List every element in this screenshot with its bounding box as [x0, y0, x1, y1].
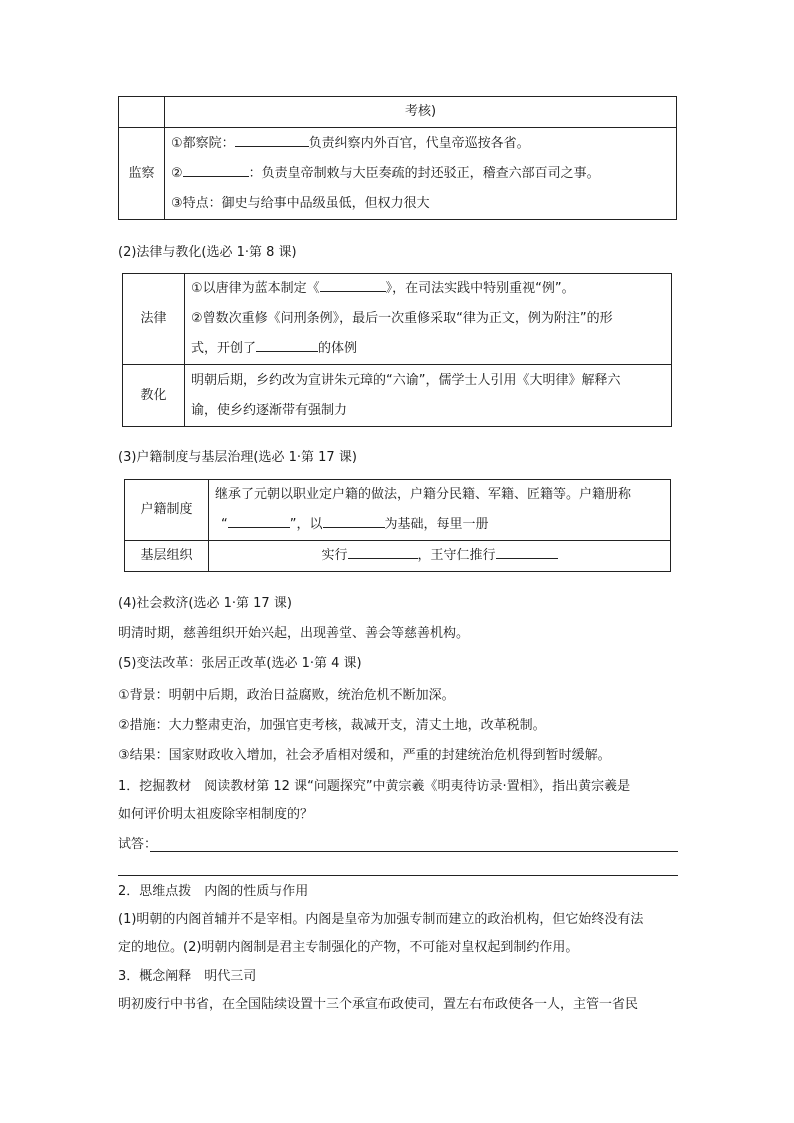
section-heading-law: (2)法律与教化(选必 1·第 8 课)	[118, 245, 297, 260]
item3-line-1: 明初废行中书省，在全国陆续设置十三个承宣布政使司，置左右布政使各一人，主管一省民	[118, 997, 639, 1012]
section-heading-relief: (4)社会救济(选必 1·第 17 课)	[118, 596, 292, 611]
supervision-line-1	[171, 129, 670, 159]
law-line-2: ②曾数次重修《问刑条例》，最后一次重修采取“律为正文，例为附注”的形	[191, 311, 613, 326]
item1-question-line-1: 1．挖掘教材 阅读教材第 12 课“问题探究”中黄宗羲《明夷待访录·置相》，指出黄宗羲是	[118, 779, 631, 794]
text-span: ②	[171, 165, 183, 181]
table-row	[125, 541, 671, 572]
text-span: ①以唐律为蓝本制定《	[191, 281, 320, 296]
item2-heading: 2．思维点拨 内阁的性质与作用	[118, 884, 309, 899]
law-line-1	[191, 274, 665, 304]
table-row	[119, 128, 677, 220]
reform-measures: ②措施：大力整肃吏治，加强官吏考核，裁减开支，清丈土地，改革税制。	[118, 718, 546, 733]
item2-line-2: 定的地位。(2)明朝内阁制是君主专制强化的产物，不可能对皇权起到制约作用。	[118, 940, 579, 955]
row-label-education: 教化	[123, 365, 185, 427]
supervision-line-3: ③特点：御史与给事中品级虽低，但权力很大	[171, 195, 430, 211]
section-heading-reform: (5)变法改革：张居正改革(选必 1·第 4 课)	[118, 656, 362, 671]
text-span: 负责纠察内外百官，代皇帝巡按各省。	[308, 135, 530, 151]
fill-blank[interactable]	[228, 512, 290, 528]
text-span: 为基础，每里一册	[384, 517, 489, 532]
row-label-law: 法律	[123, 274, 185, 365]
item3-heading: 3．概念阐释 明代三司	[118, 969, 257, 984]
item2-line-1: (1)明朝的内阁首辅并不是宰相。内阁是皇帝为加强专制而建立的政治机构，但它始终没有法	[118, 912, 644, 927]
table-row	[119, 97, 677, 128]
fill-blank[interactable]	[348, 543, 418, 559]
fill-blank[interactable]	[496, 543, 558, 559]
relief-text: 明清时期，慈善组织开始兴起，出现善堂、善会等慈善机构。	[118, 626, 470, 641]
table-household	[124, 479, 671, 572]
supervision-content	[165, 128, 677, 220]
text-span: 的体例	[318, 341, 358, 356]
table-cell-continued: 考核)	[165, 97, 677, 128]
table-cell-empty	[119, 97, 165, 128]
text-span: 》，在司法实践中特别重视“例”。	[385, 281, 575, 296]
law-content	[185, 274, 672, 365]
row-label-supervision: 监察	[119, 128, 165, 220]
fill-blank[interactable]	[256, 336, 318, 352]
supervision-line-2	[171, 159, 670, 189]
fill-blank[interactable]	[323, 512, 385, 528]
education-line-2: 谕，使乡约逐渐带有强制力	[191, 402, 348, 418]
grassroots-content	[209, 541, 671, 572]
fill-blank[interactable]	[320, 276, 386, 292]
household-line-1: 继承了元朝以职业定户籍的做法，户籍分民籍、军籍、匠籍等。户籍册称	[215, 487, 632, 502]
row-label-grassroots: 基层组织	[125, 541, 209, 572]
table-row	[125, 480, 671, 541]
text-span: ”，以	[289, 517, 323, 532]
text-span: ，王守仁推行	[417, 548, 496, 563]
table-row	[123, 274, 672, 365]
table-row	[123, 365, 672, 427]
law-line-3	[191, 334, 665, 364]
household-line-2	[215, 510, 664, 540]
table-law-education	[122, 273, 672, 427]
text-span: “	[221, 517, 228, 532]
item1-question-line-2: 如何评价明太祖废除宰相制度的？	[118, 807, 314, 822]
education-content	[185, 365, 672, 427]
table-supervision	[118, 96, 677, 220]
text-span: ①都察院：	[171, 135, 235, 151]
reform-background: ①背景：明朝中后期，政治日益腐败，统治危机不断加深。	[118, 688, 455, 703]
answer-line[interactable]	[150, 851, 678, 852]
text-span: 实行	[321, 548, 348, 563]
household-content	[209, 480, 671, 541]
fill-blank[interactable]	[183, 161, 249, 177]
text-span: 式，开创了	[191, 341, 257, 356]
answer-label: 试答：	[118, 837, 158, 852]
row-label-household: 户籍制度	[125, 480, 209, 541]
reform-result: ③结果：国家财政收入增加，社会矛盾相对缓和，严重的封建统治危机得到暂时缓解。	[118, 748, 611, 763]
section-heading-household: (3)户籍制度与基层治理(选必 1·第 17 课)	[118, 450, 357, 465]
education-line-1: 明朝后期，乡约改为宣讲朱元璋的“六谕”，儒学士人引用《大明律》解释六	[191, 372, 621, 388]
answer-line[interactable]	[118, 875, 678, 876]
fill-blank[interactable]	[235, 131, 309, 147]
text-span: ：负责皇帝制敕与大臣奏疏的封还驳正，稽查六部百司之事。	[248, 165, 600, 181]
